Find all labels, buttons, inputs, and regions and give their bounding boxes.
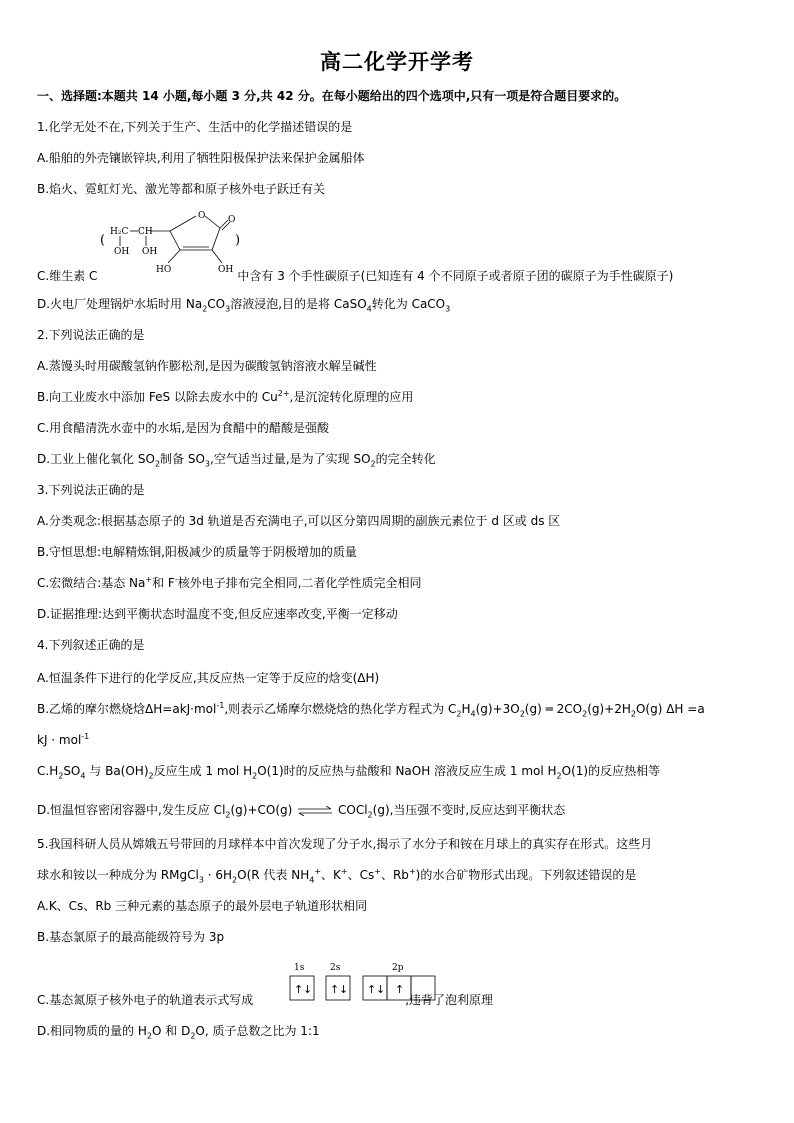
- q1-stem: 1.化学无处不在,下列关于生产、生活中的化学描述错误的是: [37, 120, 353, 134]
- q3-option-d: D.证据推理:达到平衡状态时温度不变,但反应速率改变,平衡一定移动: [37, 607, 398, 621]
- structure-o-ring: O: [198, 211, 206, 221]
- page-title: 高二化学开学考: [320, 49, 474, 74]
- arrow-up-icon: ↑: [330, 983, 340, 996]
- q3-option-a: A.分类观念:根据基态原子的 3d 轨道是否充满电子,可以区分第四周期的副族元素位于 d 区或 ds 区: [37, 514, 561, 528]
- q1-option-c-prefix: C.维生素 C: [37, 269, 98, 283]
- structure-h2c: H₂C: [110, 227, 129, 237]
- q2-option-d: D.工业上催化氧化 $SO_2$制备 $SO_3$,空气适当过量,是为了实现 $SO_2$的完全转化: [37, 452, 436, 469]
- structure-oh-1: OH: [114, 247, 130, 257]
- arrow-up-icon: ↑: [367, 983, 377, 996]
- orbital-label-2s: 2s: [330, 963, 341, 973]
- arrow-down-icon: ↓: [376, 983, 386, 996]
- orbital-label-1s: 1s: [294, 963, 305, 973]
- arrow-down-icon: ↓: [339, 983, 349, 996]
- q2-option-c: C.用食醋清洗水壶中的水垢,是因为食醋中的醋酸是强酸: [37, 421, 330, 435]
- q2-stem: 2.下列说法正确的是: [37, 328, 145, 342]
- q5-stem-line-2: 球水和铵以一种成分为 RMgCl$_3$ · $6H_2O(R$ 代表 $NH_4^+$、K+、Cs+、Rb+)的水合矿物形式出现。下列叙述错误的是: [37, 867, 637, 885]
- structure-paren-right: ): [235, 233, 241, 248]
- q4-option-d: D.恒温恒容密闭容器中,发生反应 $Cl_2(g)+CO(g)$ COCl$_2$(g),当压强不变时,反应达到平衡状态: [37, 803, 566, 820]
- q1-option-c-suffix: 中含有 3 个手性碳原子(已知连有 4 个不同原子或者原子团的碳原子为手性碳原子): [237, 269, 674, 283]
- arrow-up-icon: ↑: [294, 983, 304, 996]
- q1-option-d: D.火电厂处理锅炉水垢时用 $Na_2CO_3$溶液浸泡,目的是将 CaSO$_4$转化为 CaCO$_3$: [37, 297, 451, 314]
- q3-stem: 3.下列说法正确的是: [37, 483, 145, 497]
- q4-option-b: B.乙烯的摩尔燃烧焓ΔH=akJ·mol$^{-1}$,则表示乙烯摩尔燃烧焓的热化学方程式为 $C_2H_4(g)+3O_2(g)$ ═ $2CO_2(g)+2H_2O(g)$ ΔH =a: [37, 701, 705, 719]
- structure-ch: CH: [138, 227, 153, 237]
- q1-option-a: A.船舶的外壳镶嵌锌块,利用了牺牲阳极保护法来保护金属船体: [37, 151, 365, 165]
- q2-option-b: B.向工业废水中添加 FeS 以除去废水中的 $Cu^{2+}$,是沉淀转化原理的应用: [37, 389, 414, 404]
- arrow-down-icon: ↓: [303, 983, 313, 996]
- arrow-up-icon: ↑: [395, 983, 405, 996]
- q5-option-b: B.基态氯原子的最高能级符号为 3p: [37, 930, 225, 944]
- q5-option-a: A.K、Cs、Rb 三种元素的基态原子的最外层电子轨道形状相同: [37, 899, 368, 913]
- structure-oh-2: OH: [142, 247, 158, 257]
- structure-paren-left: (: [100, 233, 106, 248]
- q4-option-c: $C.H_2SO_4$ 与 $Ba(OH)_2$反应生成 1 mol $H_2O(1)$时的反应热与盐酸和 NaOH 溶液反应生成 1 mol $H_2O(1)$的反应热相等: [37, 764, 661, 781]
- q1-option-b: B.焰火、霓虹灯光、激光等都和原子核外电子跃迁有关: [37, 182, 326, 196]
- q5-option-d: D.相同物质的量的 $H_2O$ 和 $D_2O$, 质子总数之比为 1:1: [37, 1024, 320, 1041]
- structure-oh-3: OH: [218, 265, 234, 275]
- q4-option-b-cont: kJ · mol$^{-1}$: [37, 732, 90, 747]
- structure-o-carbonyl: O: [228, 215, 236, 225]
- q5-option-c-suffix: ,违背了泡利原理: [405, 993, 494, 1007]
- q5-option-c-prefix: C.基态氮原子核外电子的轨道表示式写成: [37, 993, 254, 1007]
- q4-option-a: A.恒温条件下进行的化学反应,其反应热一定等于反应的焓变(ΔH): [37, 671, 380, 685]
- q5-stem-line-1: 5.我国科研人员从嫦娥五号带回的月球样本中首次发现了分子水,揭示了水分子和铵在月球上的真实存在形式。这些月: [37, 837, 653, 851]
- q2-option-a: A.蒸馒头时用碳酸氢钠作膨松剂,是因为碳酸氢钠溶液水解呈碱性: [37, 359, 377, 373]
- orbital-label-2p: 2p: [392, 963, 404, 973]
- q3-option-c: C.宏微结合:基态 Na+和 F-核外电子排布完全相同,二者化学性质完全相同: [37, 575, 422, 590]
- structure-ho: HO: [156, 265, 172, 275]
- equilibrium-arrow-icon: [296, 806, 334, 816]
- q5-option-c: [37, 992, 493, 1008]
- section-header: 一、选择题:本题共 14 小题,每小题 3 分,共 42 分。在每小题给出的四个选项中,只有一项是符合题目要求的。: [37, 89, 627, 103]
- q4-stem: 4.下列叙述正确的是: [37, 638, 145, 652]
- q3-option-b: B.守恒思想:电解精炼铜,阳极减少的质量等于阴极增加的质量: [37, 545, 357, 559]
- q1-option-c: [37, 268, 673, 284]
